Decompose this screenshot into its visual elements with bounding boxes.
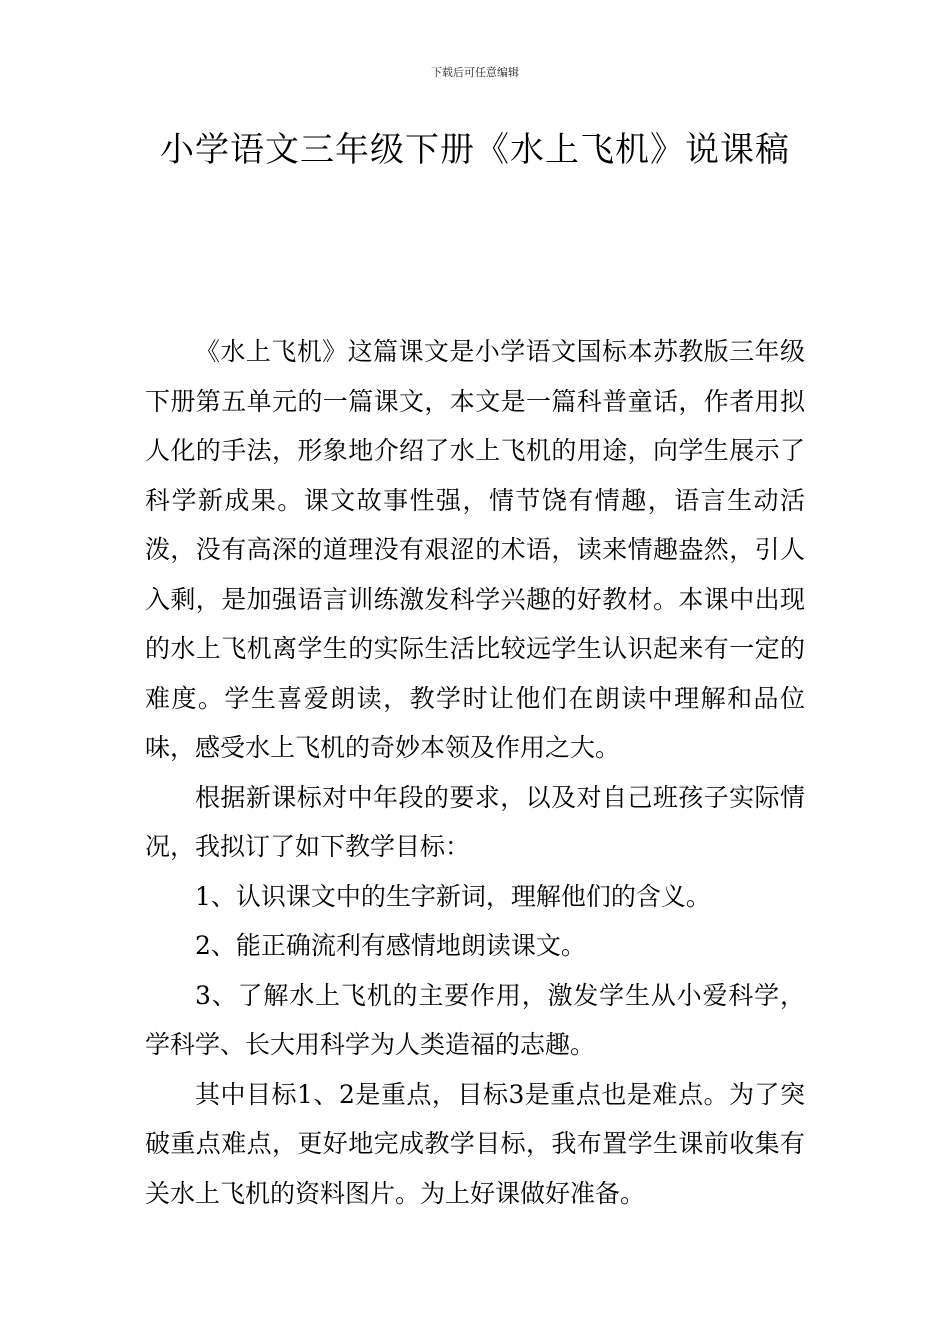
document-title: 小学语文三年级下册《水上飞机》说课稿 bbox=[160, 130, 790, 170]
header-note: 下载后可任意编辑 bbox=[431, 66, 519, 79]
paragraph-goal-2: 2、能正确流利有感情地朗读课文。 bbox=[195, 931, 586, 960]
paragraph-goal-3: 3、了解水上飞机的主要作用，激发学生从小爱科学，学科学、长大用科学为人类造福的志趣。 bbox=[145, 980, 805, 1059]
paragraph-goals-intro: 根据新课标对中年段的要求，以及对自己班孩子实际情况，我拟订了如下教学目标： bbox=[145, 782, 805, 861]
paragraph-intro: 《水上飞机》这篇课文是小学语文国标本苏教版三年级下册第五单元的一篇课文，本文是一篇科普童话，作者用拟人化的手法，形象地介绍了水上飞机的用途，向学生展示了科学新成果。课文故事性强，情节饶有情趣，语言生动活泼，没有高深的道理没有艰涩的术语，读来情趣盎然，引人入剩，是加强语言训练激发科学兴趣的好教材。本课中出现的水上飞机离学生的实际生活比较远学生认识起来有一定的难度。学生喜爱朗读，教学时让他们在朗读中理解和品位味，感受水上飞机的奇妙本领及作用之大。 bbox=[145, 337, 805, 762]
document-body bbox=[145, 327, 805, 1218]
paragraph-key-points: 其中目标1、2是重点，目标3是重点也是难点。为了突破重点难点，更好地完成教学目标，我布置学生课前收集有关水上飞机的资料图片。为上好课做好准备。 bbox=[145, 1079, 805, 1208]
paragraph-goal-1: 1、认识课文中的生字新词，理解他们的含义。 bbox=[195, 881, 711, 911]
